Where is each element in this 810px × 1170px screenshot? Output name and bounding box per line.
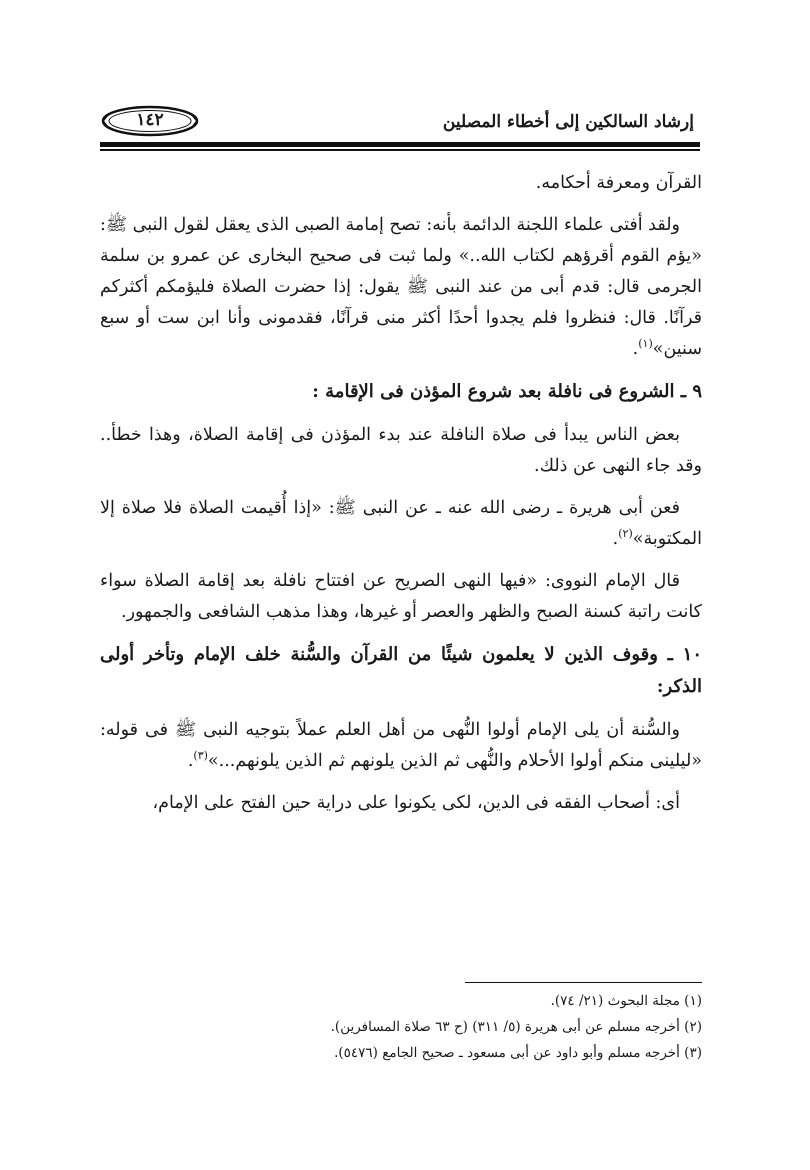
paragraph-text: أى: أصحاب الفقه فى الدين، لكى يكونوا على دراية حين الفتح على الإمام، (152, 793, 680, 813)
header-rule (100, 142, 700, 147)
footnote-ref: (١) (638, 337, 653, 351)
page-header (100, 104, 702, 142)
footnotes (100, 988, 702, 1066)
paragraph (100, 493, 702, 555)
section-heading: ٩ ـ الشروع فى نافلة بعد شروع المؤذن فى الإقامة : (312, 381, 702, 402)
paragraph-text: فعن أبى هريرة ـ رضى الله عنه ـ عن النبى ﷺ: «إذا أُقيمت الصلاة فلا صلاة إلا المكتوبة» (100, 498, 702, 549)
page-number-badge (100, 104, 200, 138)
paragraph (100, 420, 702, 482)
footnote: (٣) أخرجه مسلم وأبو داود عن أبى مسعود ـ صحيح الجامع (٥٤٧٦). (334, 1045, 702, 1061)
paragraph (100, 566, 702, 628)
paragraph (100, 715, 702, 777)
paragraph-text: ولقد أفتى علماء اللجنة الدائمة بأنه: تصح إمامة الصبى الذى يعقل لقول النبى ﷺ: «يؤم القوم أقرؤهم لكتاب الله..» ولما ثبت فى صحيح البخارى عن عمرو بن سلمة الجرمى قال: قدم أبى من عند النبى ﷺ يقول: إذا حضرت الصلاة فليؤمكم أكثركم قرآنًا. قال: فنظروا فلم يجدوا أحدًا أكثر منى قرآنًا، فقدمونى وأنا ابن ست أو سبع سنين» (100, 215, 702, 359)
paragraph-text: بعض الناس يبدأ فى صلاة النافلة عند بدء المؤذن فى إقامة الصلاة، وهذا خطأ.. وقد جاء النهى عن ذلك. (100, 425, 702, 476)
footnote-ref: (٣) (193, 749, 208, 763)
paragraph-text: والسُّنة أن يلى الإمام أولوا النُّهى من أهل العلم عملاً بتوجيه النبى ﷺ فى قوله: «ليلينى منكم أولوا الأحلام والنُّهى ثم الذين يلونهم ثم الذين يلونهم...» (100, 720, 702, 771)
paragraph (100, 210, 702, 365)
section-heading: ١٠ ـ وقوف الذين لا يعلمون شيئًا من القرآن والسُّنة خلف الإمام وتأخر أولى الذكر: (100, 644, 702, 697)
sentence-end: . (612, 529, 619, 549)
sentence-end: . (632, 339, 639, 359)
paragraph (100, 788, 702, 819)
book-title: إرشاد السالكين إلى أخطاء المصلين (442, 112, 694, 132)
sentence-end: . (187, 751, 194, 771)
main-text (100, 168, 702, 830)
header-rule-thin (100, 149, 700, 151)
footnote: (١) مجلة البحوث (٢١/ ٧٤). (550, 993, 702, 1009)
paragraph-text: القرآن ومعرفة أحكامه. (535, 173, 702, 193)
page-number: ١٤٢ (136, 110, 164, 130)
paragraph-text: قال الإمام النووى: «فيها النهى الصريح عن افتتاح نافلة بعد إقامة الصلاة سواء كانت راتبة كسنة الصبح والظهر والعصر أو غيرها، وهذا مذهب الشافعى والجمهور. (100, 571, 702, 622)
paragraph (100, 168, 702, 199)
footnote: (٢) أخرجه مسلم عن أبى هريرة (٥/ ٣١١) (ح ٦٣ صلاة المسافرين). (330, 1019, 702, 1035)
footnote-ref: (٢) (618, 527, 633, 541)
footnote-separator (465, 982, 702, 983)
